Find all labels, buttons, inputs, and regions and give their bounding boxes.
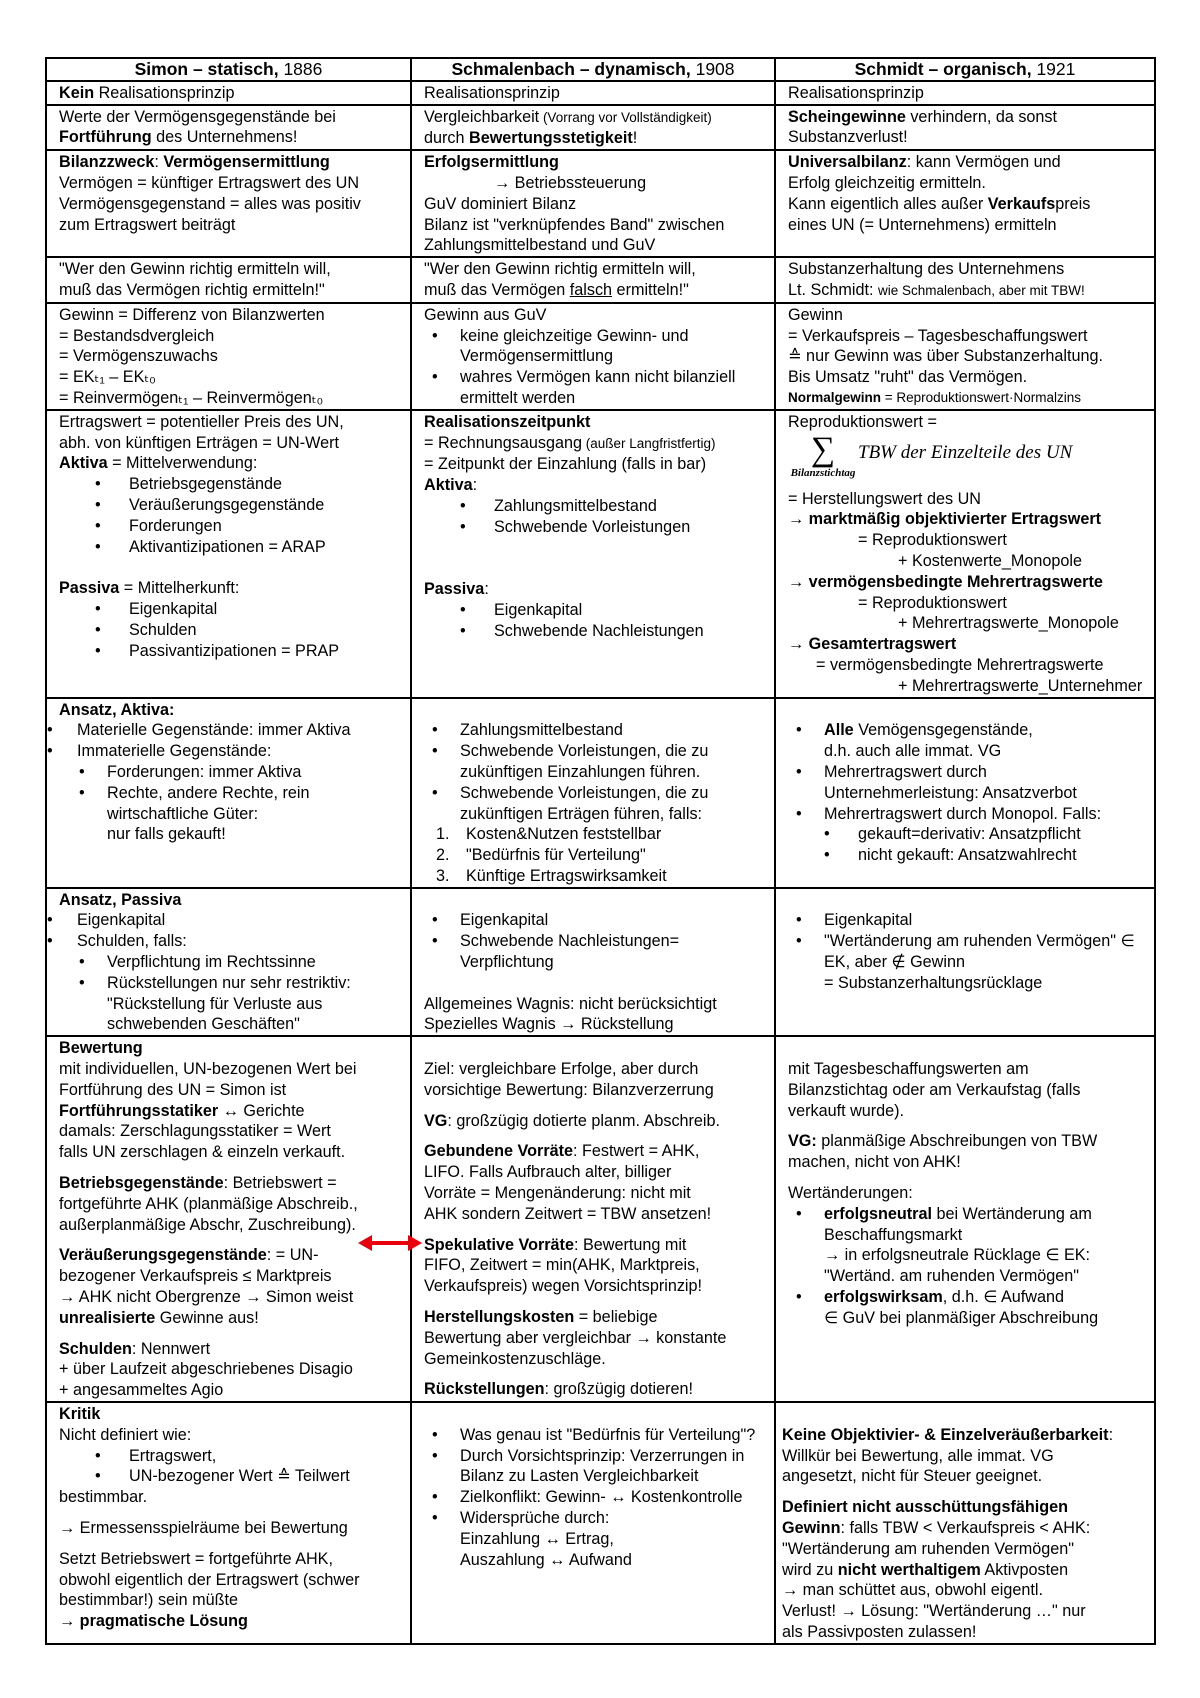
row-gewinn — [46, 303, 1155, 410]
list-item: • Forderungen: immer Aktiva — [47, 762, 398, 783]
list-item: • Betriebsgegenstände — [59, 474, 398, 495]
list-item: • Rückstellungen nur sehr restriktiv: "Rückstellung für Verluste aus schwebenden Geschäften" — [47, 973, 398, 1035]
row-bilanzzweck — [46, 150, 1155, 257]
list-item: 1. Kosten&Nutzen feststellbar — [436, 825, 662, 844]
cell-schmidt: Reproduktionswert = ∑ Bilanzstichtag TBW der Einzelteile des UN = Herstellungswert des UN → marktmäßig objektivierter Ertragswert = Reproduktionswert + Kostenwerte_Monopole → vermögensbedingte Mehrertragswerte = Reproduktionswert + Mehrertragswerte_Monopole → Gesamtertragswert = vermögensbedingte Mehrertragswerte + Mehrertragswerte_Unternehmer — [775, 410, 1155, 698]
cell-simon: Ertragswert = potentieller Preis des UN, abh. von künftigen Erträgen = UN-Wert Aktiva = Mittelverwendung: • Betriebsgegenstände • Veräußerungsgegenstände • Forderungen • Aktivantizipationen = ARAP Passiva = Mittelherkunft: • Eigenkapital • Schulden • Passivantizipationen = PRAP — [46, 410, 411, 698]
header-schmidt: Schmidt – organisch, 1921 — [775, 58, 1155, 81]
row-kritik — [46, 1402, 1155, 1644]
list-item: • Alle Vemögensgegenstände, d.h. auch alle immat. VG — [788, 720, 1142, 762]
cell-simon: Ansatz, Aktiva: • Materielle Gegenstände: immer Aktiva • Immaterielle Gegenstände: • Forderungen: immer Aktiva • Rechte, andere Rechte, rein wirtschaftliche Güter: nur falls gekauft! — [46, 698, 411, 888]
reproduktionswert-formula: ∑ Bilanzstichtag TBW der Einzelteile des UN — [790, 430, 1073, 479]
list-item: • UN-bezogener Wert ≙ Teilwert — [59, 1466, 398, 1487]
cell-schmalenbach: Realisationsprinzip — [411, 81, 775, 105]
list-item: • Immaterielle Gegenstände: — [47, 741, 398, 762]
list-item: • Eigenkapital — [788, 910, 1142, 931]
header-schmalenbach: Schmalenbach – dynamisch, 1908 — [411, 58, 775, 81]
sum-icon: ∑ — [810, 430, 836, 468]
row-zitat — [46, 257, 1155, 303]
row-aktiva-passiva — [46, 410, 1155, 698]
list-item: • Materielle Gegenstände: immer Aktiva — [47, 720, 398, 741]
list-item: • Mehrertragswert durch Monopol. Falls: — [788, 804, 1142, 825]
list-item: • Schulden, falls: — [47, 931, 398, 952]
cell-schmidt: mit Tagesbeschaffungswerten am Bilanzstichtag oder am Verkaufstag (falls verkauft wurde). VG: planmäßige Abschreibungen von TBW machen, nicht von AHK! Wertänderungen: • erfolgsneutral bei Wertänderung am Beschaffungsmarkt → in erfolgsneutrale Rücklage ∈ EK: "Wertänd. am ruhenden Vermögen" • erfolgswirksam, d.h. ∈ Aufwand ∈ GuV bei planmäßiger Abschreibung — [775, 1036, 1155, 1402]
cell-simon: Ansatz, Passiva • Eigenkapital • Schulden, falls: • Verpflichtung im Rechtssinne • Rückstellungen nur sehr restriktiv: "Rückstellung für Verluste aus schwebenden Geschäften" — [46, 888, 411, 1037]
cell-simon: Kein Realisationsprinzip — [46, 81, 411, 105]
cell-schmalenbach — [411, 1402, 775, 1644]
list-item: 3. Künftige Ertragswirksamkeit — [436, 866, 667, 885]
list-item: • Mehrertragswert durch Unternehmerleistung: Ansatzverbot — [788, 762, 1142, 804]
header-simon: Simon – statisch, 1886 — [46, 58, 411, 81]
list-item: • erfolgswirksam, d.h. ∈ Aufwand ∈ GuV bei planmäßiger Abschreibung — [788, 1287, 1142, 1329]
cell-schmidt: Realisationsprinzip — [775, 81, 1155, 105]
list-item: • Schwebende Vorleistungen — [424, 517, 762, 538]
cell-simon: Werte der Vermögensgegenstände bei Fortführung des Unternehmens! — [46, 105, 411, 151]
list-item: • erfolgsneutral bei Wertänderung am Beschaffungsmarkt → in erfolgsneutrale Rücklage ∈ EK: "Wertänd. am ruhenden Vermögen" — [788, 1204, 1142, 1287]
cell-schmidt: Scheingewinne verhindern, da sonst Substanzverlust! — [775, 105, 1155, 151]
cell-schmalenbach: Realisationszeitpunkt = Rechnungsausgang (außer Langfristfertig) = Zeitpunkt der Einzahlung (falls in bar) Aktiva: • Zahlungsmittelbestand • Schwebende Vorleistungen Passiva: • Eigenkapital • Schwebende Nachleistungen — [411, 410, 775, 698]
row-realisationsprinzip — [46, 81, 1155, 105]
list-item: • Schulden — [59, 620, 398, 641]
list-item: • Eigenkapital — [47, 910, 398, 931]
cell-schmidt: Universalbilanz: kann Vermögen und Erfolg gleichzeitig ermitteln. Kann eigentlich alles außer Verkaufspreis eines UN (= Unternehmens) ermitteln — [775, 150, 1155, 257]
list-item: • keine gleichzeitige Gewinn- und Vermögensermittlung — [424, 326, 762, 368]
list-item: • Zahlungsmittelbestand — [424, 496, 762, 517]
list-item: • Was genau ist "Bedürfnis für Verteilung"? — [424, 1425, 762, 1446]
cell-schmidt: Keine Objektivier- & Einzelveräußerbarkeit: Willkür bei Bewertung, alle immat. VG angesetzt, nicht für Steuer geeignet. Definiert nicht ausschüttungsfähigen Gewinn: falls TBW < Verkaufspreis < AHK: "Wertänderung am ruhenden Vermögen" wird zu nicht werthaltigem Aktivposten → man schüttet aus, obwohl eigentl. Verlust! → Lösung: "Wertänderung …" nur als Passivposten zulassen! — [775, 1402, 1155, 1644]
cell-schmidt — [775, 698, 1155, 888]
list-item: • Forderungen — [59, 516, 398, 537]
list-item: • Veräußerungsgegenstände — [59, 495, 398, 516]
list-item: • "Wertänderung am ruhenden Vermögen" ∈ EK, aber ∉ Gewinn = Substanzerhaltungsrücklage — [788, 931, 1142, 993]
list-item: • Eigenkapital — [424, 600, 762, 621]
list-item: 2. "Bedürfnis für Verteilung" — [436, 846, 646, 865]
list-item: • Eigenkapital — [424, 910, 762, 931]
list-item: • Schwebende Vorleistungen, die zu zukünftigen Erträgen führen, falls: — [424, 783, 762, 825]
list-item: • nicht gekauft: Ansatzwahlrecht — [788, 845, 1142, 866]
row-werte — [46, 105, 1155, 151]
cell-simon: Kritik Nicht definiert wie: • Ertragswert, • UN-bezogener Wert ≙ Teilwert bestimmbar. → Ermessensspielräume bei Bewertung Setzt Betriebswert = fortgeführte AHK, obwohl eigentlich der Ertragswert (schwer bestimmbar!) sein müßte → pragmatische Lösung — [46, 1402, 411, 1644]
list-item: • Schwebende Vorleistungen, die zu zukünftigen Einzahlungen führen. — [424, 741, 762, 783]
cell-schmalenbach: Vergleichbarkeit (Vorrang vor Vollständigkeit) durch Bewertungsstetigkeit! — [411, 105, 775, 151]
cell-schmalenbach: • Eigenkapital • Schwebende Nachleistungen= Verpflichtung Allgemeines Wagnis: nicht berücksichtigt Spezielles Wagnis → Rückstellung — [411, 888, 775, 1037]
list-item: • Widersprüche durch: Einzahlung ↔ Ertrag, Auszahlung ↔ Aufwand — [424, 1508, 762, 1570]
cell-schmalenbach: Gewinn aus GuV • keine gleichzeitige Gewinn- und Vermögensermittlung • wahres Vermögen kann nicht bilanziell ermittelt werden — [411, 303, 775, 410]
row-bewertung — [46, 1036, 1155, 1402]
list-item: • Schwebende Nachleistungen — [424, 621, 762, 642]
cell-schmalenbach: Ziel: vergleichbare Erfolge, aber durch vorsichtige Bewertung: Bilanzverzerrung VG: großzügig dotierte planm. Abschreib. Gebundene Vorräte: Festwert = AHK, LIFO. Falls Aufbrauch alter, billiger Vorräte = Mengenänderung: nicht mit AHK sondern Zeitwert = TBW ansetzen! Spekulative Vorräte: Bewertung mit FIFO, Zeitwert = min(AHK, Marktpreis, Verkaufspreis) wegen Vorsichtsprinzip! Herstellungskosten = beliebige Bewertung aber vergleichbar → konstante Gemeinkostenzuschläge. Rückstellungen: großzügig dotieren! — [411, 1036, 775, 1402]
header-row — [46, 58, 1155, 81]
cell-schmalenbach — [411, 698, 775, 888]
list-item: • Passivantizipationen = PRAP — [59, 641, 398, 662]
list-item: • Ertragswert, — [59, 1446, 398, 1467]
list-item: • gekauft=derivativ: Ansatzpflicht — [788, 824, 1142, 845]
cell-schmidt: Gewinn = Verkaufspreis – Tagesbeschaffungswert ≙ nur Gewinn was über Substanzerhaltung. Bis Umsatz "ruht" das Vermögen. Normalgewinn = Reproduktionswert·Normalzins — [775, 303, 1155, 410]
comparison-table — [45, 57, 1156, 1645]
row-ansatz-aktiva — [46, 698, 1155, 888]
cell-simon: Bewertung mit individuellen, UN-bezogenen Wert bei Fortführung des UN = Simon ist Fortführungsstatiker ↔ Gerichte damals: Zerschlagungsstatiker = Wert falls UN zerschlagen & einzeln verkauft. Betriebsgegenstände: Betriebswert = fortgeführte AHK (planmäßige Abschreib., außerplanmäßige Abschr, Zuschreibung). Veräußerungsgegenstände: = UN- bezogener Verkaufspreis ≤ Marktpreis → AHK nicht Obergrenze → Simon weist unrealisierte Gewinne aus! Schulden: Nennwert + über Laufzeit abgeschriebenes Disagio + angesammeltes Agio — [46, 1036, 411, 1402]
cell-schmalenbach: Erfolgsermittlung → Betriebssteuerung GuV dominiert Bilanz Bilanz ist "verknüpfendes Band" zwischen Zahlungsmittelbestand und GuV — [411, 150, 775, 257]
list-item: • Durch Vorsichtsprinzip: Verzerrungen in Bilanz zu Lasten Vergleichbarkeit — [424, 1446, 762, 1488]
cell-schmidt — [775, 888, 1155, 1037]
list-item: • Schwebende Nachleistungen= Verpflichtung — [424, 931, 762, 973]
list-item: • Aktivantizipationen = ARAP — [59, 537, 398, 558]
list-item: • Zielkonflikt: Gewinn- ↔ Kostenkontrolle — [424, 1487, 762, 1508]
list-item: • Verpflichtung im Rechtssinne — [47, 952, 398, 973]
cell-simon: Bilanzzweck: Vermögensermittlung Vermögen = künftiger Ertragswert des UN Vermögensgegenstand = alles was positiv zum Ertragswert beiträgt — [46, 150, 411, 257]
list-item: • Rechte, andere Rechte, rein wirtschaftliche Güter: — [47, 783, 398, 825]
list-item: • wahres Vermögen kann nicht bilanziell ermittelt werden — [424, 367, 762, 409]
cell-simon: Gewinn = Differenz von Bilanzwerten = Bestandsdvergleich = Vermögenszuwachs = EKₜ₁ – EKₜ₀ = Reinvermögenₜ₁ – Reinvermögenₜ₀ — [46, 303, 411, 410]
cell-schmidt: Substanzerhaltung des Unternehmens Lt. Schmidt: wie Schmalenbach, aber mit TBW! — [775, 257, 1155, 303]
list-item: • Zahlungsmittelbestand — [424, 720, 762, 741]
row-ansatz-passiva — [46, 888, 1155, 1037]
cell-simon: "Wer den Gewinn richtig ermitteln will, muß das Vermögen richtig ermitteln!" — [46, 257, 411, 303]
cell-schmalenbach: "Wer den Gewinn richtig ermitteln will, muß das Vermögen falsch ermitteln!" — [411, 257, 775, 303]
list-item: • Eigenkapital — [59, 599, 398, 620]
